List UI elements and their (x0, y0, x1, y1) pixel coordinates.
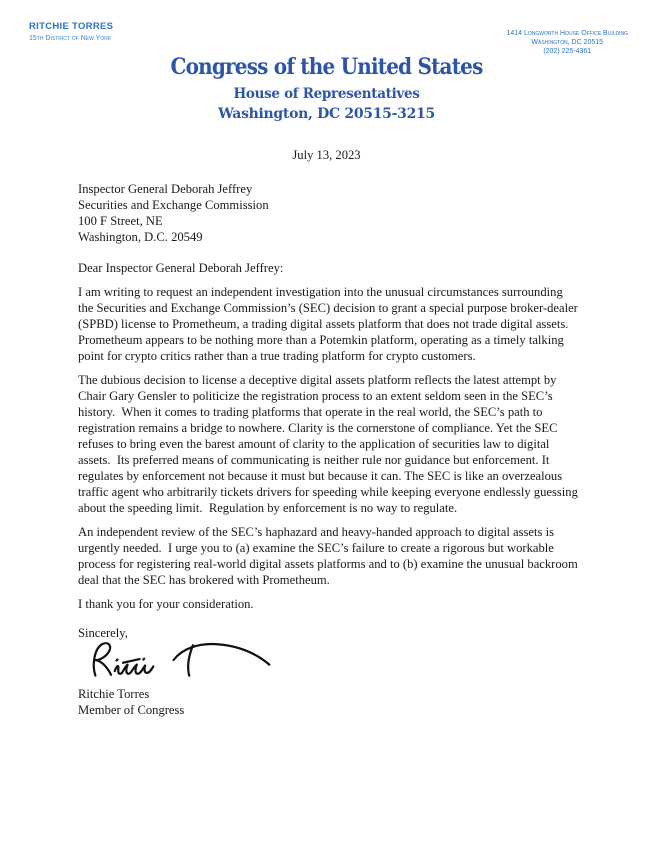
recipient-line: Washington, D.C. 20549 (78, 230, 203, 244)
office-address-line: 1414 Longworth House Office Building (506, 30, 628, 37)
body-paragraph: The dubious decision to license a deceptive digital assets platform reflects the latest attempt by Chair Gary Gensler to politicize the registration process to an extent seldom seen in the SEC’s history. When it comes to trading platforms that operate in the real world, the SEC’s path to registration remains a bridge to nowhere. Clarity is the cornerstone of compliance. Yet the SEC refuses to bring even the barest amount of clarity to the application of securities law to digital assets. Its preferred means of communicating is neither rule nor guidance but enforcement. It regulates by enforcement not because it must but because it can. The SEC is like an overzealous traffic agent who arbitrarily tickets drivers for speeding while keeping everyone endlessly guessing about the speeding limit. Regulation by enforcement is no way to regulate. (78, 373, 582, 515)
recipient-line: Securities and Exchange Commission (78, 198, 269, 212)
member-district: 15th District of New York (29, 34, 112, 42)
office-address-line: Washington, DC 20515 (531, 39, 604, 46)
letter-date: July 13, 2023 (292, 148, 361, 162)
closing-line: Sincerely, (78, 626, 128, 640)
body-paragraph: An independent review of the SEC’s haphazard and heavy-handed approach to digital assets is urgently needed. I urge you to (a) examine the SEC’s failure to create a rigorous but workable process for registering real-world digital assets platforms and to (b) examine the unusual backroom deal that the SEC has brokered with Prometheum. (78, 525, 581, 587)
masthead-address-line: Washington, DC 20515-3215 (218, 106, 435, 122)
handwritten-signature (78, 637, 578, 683)
signer-name: Ritchie Torres (78, 687, 150, 701)
office-phone: (202) 225-4361 (543, 48, 592, 55)
recipient-line: Inspector General Deborah Jeffrey (78, 182, 253, 196)
member-name: RITCHIE TORRES (29, 21, 114, 32)
body-paragraph: I am writing to request an independent investigation into the unusual circumstances surrounding the Securities and Exchange Commission’s (SEC) decision to grant a special purpose broker-dealer (SPBD) license to Prometheum, a trading digital assets platform that does not trade digital assets. Prometheum appears to be nothing more than a Potemkin platform, operating as a timely talking point for crypto critics rather than a true trading platform for crypto customers. (78, 285, 582, 363)
signer-title: Member of Congress (78, 703, 185, 717)
recipient-line: 100 F Street, NE (78, 214, 163, 228)
thanks-line: I thank you for your consideration. (78, 597, 254, 611)
masthead-congress-line: Congress of the United States (170, 53, 483, 80)
signature-svg (78, 637, 283, 683)
masthead-house-line: House of Representatives (233, 86, 420, 102)
salutation: Dear Inspector General Deborah Jeffrey: (78, 261, 284, 275)
letter-body (78, 181, 582, 718)
office-address-block (507, 29, 629, 56)
congressional-masthead (0, 53, 653, 122)
member-name-block (29, 22, 113, 43)
